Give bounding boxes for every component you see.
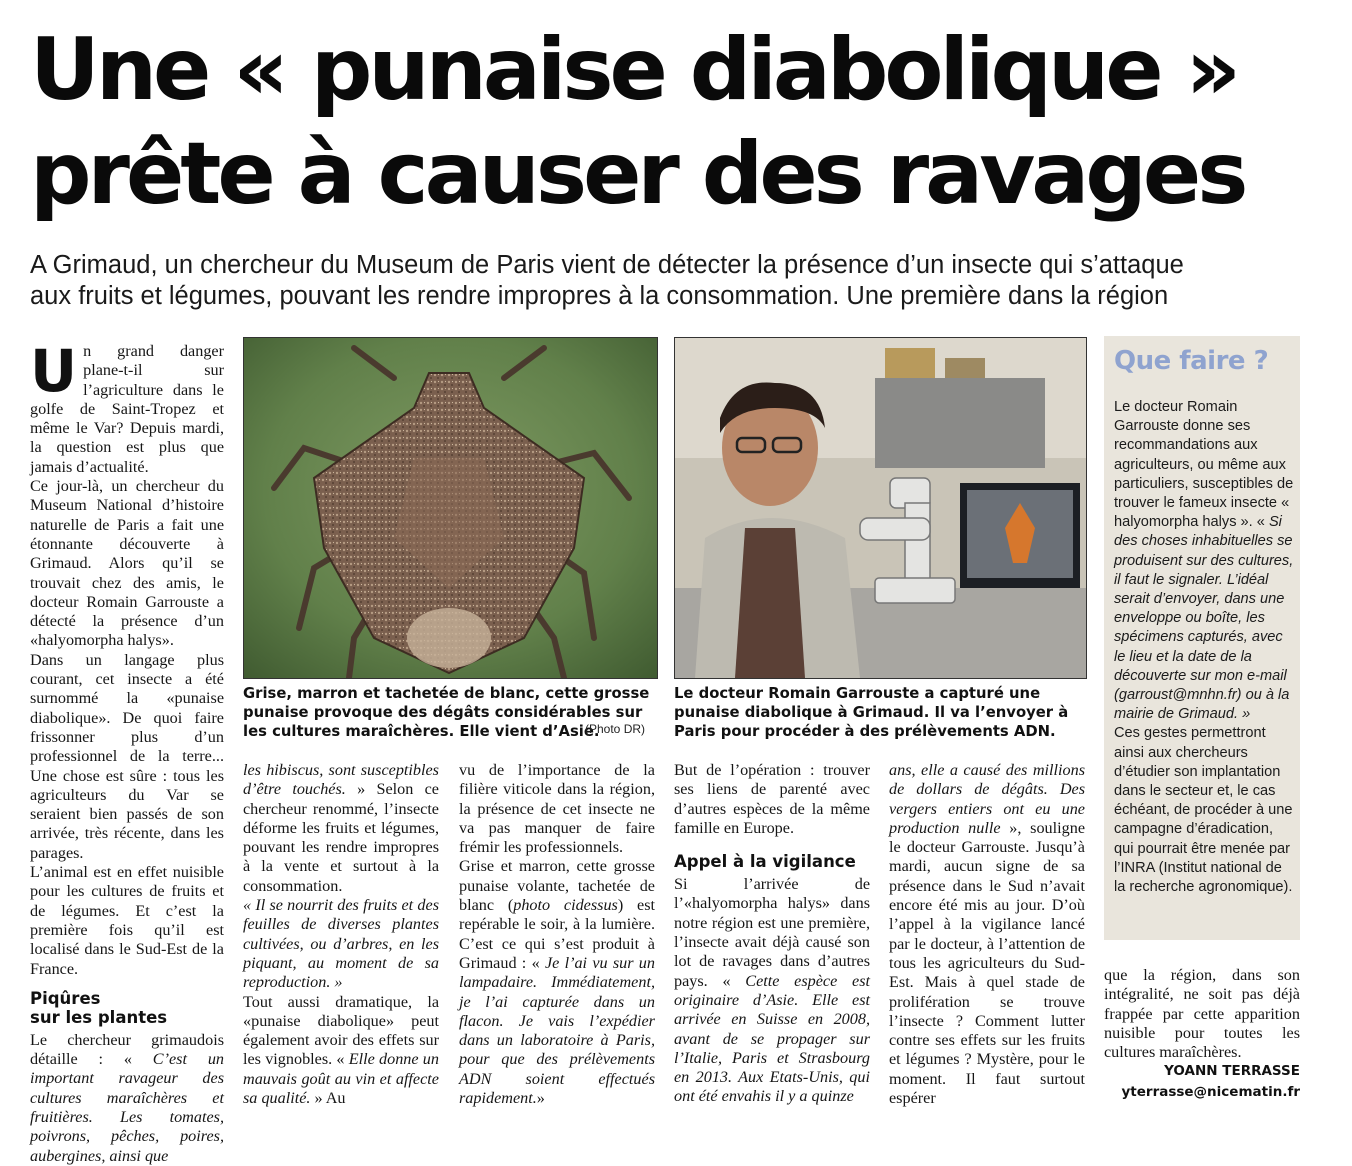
quote: ans, elle a causé des millions de dollars de dégâts. Des vergers entiers ont eu une production nulle: [889, 761, 1085, 837]
subhead-piqures: [30, 989, 224, 1027]
article-column-4: [674, 761, 870, 1107]
text: »: [536, 1089, 545, 1108]
paragraph: [243, 761, 439, 896]
sidebar-paragraph: [1114, 398, 1294, 724]
researcher-photo-caption: Le docteur Romain Garrouste a capturé une punaise diabolique à Grimaud. Il va l’envoyer à Paris pour procéder à des prélèvements ADN.: [674, 685, 1069, 740]
quote: C’est un important ravageur des cultures maraîchères et fruitières. Les tomates, poivrons, pêches, poires, aubergines, ainsi que: [30, 1050, 225, 1165]
subhead-line: sur les plantes: [30, 1007, 168, 1027]
article-column-1: [30, 337, 225, 1166]
subhead-vigilance: Appel à la vigilance: [674, 852, 856, 872]
photo-credit: (Photo DR): [585, 722, 646, 736]
paragraph-intro: [30, 337, 224, 477]
article-column-6: [1104, 966, 1300, 1062]
paragraph: [30, 1031, 224, 1166]
intro-text: n grand danger plane-t-il sur l’agriculture dans le golfe de Saint-Tropez et même le Var? Depuis mardi, la question est plus que jamais d’actualité.: [30, 342, 224, 476]
article-column-3: [459, 761, 655, 1108]
article-column-5: [889, 761, 1085, 1108]
sidebar-body: [1114, 398, 1294, 897]
author-name: YOANN TERRASSE: [1164, 1063, 1300, 1079]
author-email: yterrasse@nicematin.fr: [1121, 1084, 1300, 1100]
sidebar-paragraph: Ces gestes permettront ainsi aux chercheurs d’étudier son implantation dans le secteur et, le cas échéant, de procéder à une campagne d’éradication, qui pourrait être menée par l’INRA (Institut national de la recherche agronomique).: [1114, 725, 1293, 896]
paragraph: Dans un langage plus courant, cet insecte a été surnommé la «punaise diabolique». De quoi faire frissonner plus d’un professionnel de la terre... Une chose est sûre : tous les agriculteurs du Var se seraient bien passés de son arrivée, très récente, dans les parages.: [30, 650, 224, 862]
text: Si l’arrivée de l’«halyomorpha halys» dans notre région est une première, l’insecte avait déjà causé son lot de ravages dans d’autres pays. «: [674, 875, 870, 990]
text: » Selon ce chercheur renommé, l’insecte déforme les fruits et légumes, pouvant les rendre impropres à la vente et surtout à la consommation.: [243, 780, 439, 895]
bug-photo: [243, 337, 658, 679]
text: Grise et marron, cette grosse punaise volante, tachetée de blanc (: [459, 857, 655, 915]
quote-paragraph: « Il se nourrit des fruits et des feuilles de diverses plantes cultivées, ou d’arbres, en les piquant, au moment de sa reproduction. »: [243, 896, 439, 992]
text: Tout aussi dramatique, la «punaise diabolique» peut également avoir des effets sur les vignobles. «: [243, 992, 439, 1069]
sidebar-que-faire: [1104, 336, 1300, 940]
stink-bug-image: [244, 338, 657, 678]
text: Le docteur Romain Garrouste donne ses recommandations aux agriculteurs, ou même aux particuliers, susceptibles de trouver le fameux insecte « halyomorpha halys ». «: [1114, 399, 1294, 531]
deck-line-2: aux fruits et légumes, pouvant les rendre impropres à la consommation. Une première dans la région: [30, 282, 1169, 310]
text: », souligne le docteur Garrouste. Jusqu’à mardi, aucun signe de sa présence dans le Sud n’avait encore été mis au jour. D’où l’appel à la vigilance lancé par le docteur, à l’attention de tous les agriculteurs du Sud-Est. Mais à quel stade de prolifération se trouve l’insecte ? Comment lutter contre ses effets sur les fruits et légumes ? Mystère, pour le moment. Il faut surtout espérer: [889, 818, 1085, 1108]
quote: les hibiscus, sont susceptibles d’être touchés.: [243, 761, 439, 799]
quote: Je l’ai vu sur un lampadaire. Immédiatement, je l’ai capturée dans un flacon. Je vais l’expédier dans un laboratoire à Paris, pour que des prélèvements ADN soient effectués rapidement.: [459, 953, 655, 1108]
researcher-with-microscope-image: [675, 338, 1086, 678]
subhead-line: Piqûres: [30, 988, 101, 1008]
researcher-photo: [674, 337, 1087, 679]
paragraph: [459, 857, 655, 1108]
bug-photo-caption: Grise, marron et tachetée de blanc, cette grosse punaise provoque des dégâts considérables sur les cultures maraîchères. Elle vient d’Asie.: [243, 685, 650, 740]
quote: Si des choses inhabituelles se produisent sur des cultures, il faut le signaler. L’idéal serait d’envoyer, dans une enveloppe ou boîte, les spécimens capturés, avec le lieu et la date de la découverte sur mon e-mail (garroust@mnhn.fr) ou à la mairie de Grimaud. »: [1114, 514, 1294, 723]
paragraph: vu de l’importance de la filière viticole dans la région, la présence de cet insecte ne va pas manquer de faire frémir les professionnels.: [459, 761, 655, 857]
article-column-2: [243, 761, 439, 1108]
deck: [30, 250, 1330, 312]
deck-line-1: A Grimaud, un chercheur du Museum de Paris vient de détecter la présence d’un insecte qui s’attaque: [30, 251, 1184, 279]
paragraph: But de l’opération : trouver ses liens de parenté avec d’autres espèces de la même famille en Europe.: [674, 761, 870, 837]
paragraph: que la région, dans son intégralité, ne soit pas déjà frappée par cette apparition nuisible pour toutes les cultures maraîchères.: [1104, 966, 1300, 1062]
quote: Elle donne un mauvais goût au vin et affecte sa qualité.: [243, 1050, 439, 1108]
drop-cap: U: [30, 337, 78, 405]
text: ) est repérable le soir, à la lumière. C’est ce qui s’est produit à Grimaud : «: [459, 896, 655, 972]
quote: Cette espèce est originaire d’Asie. Elle est arrivée en Suisse en 2008, avant de se propager sur l’Italie, Paris et Strasbourg en 2013. Aux Etats-Unis, qui ont été envahis il y a quinze: [674, 971, 870, 1106]
text: Le chercheur grimaudois détaille : «: [30, 1030, 224, 1069]
paragraph: Ce jour-là, un chercheur du Museum National d’histoire naturelle de Paris a fait une étonnante découverte à Grimaud. Alors qu’il se trouvait chez des amis, le docteur Romain Garrouste a détecté la présence d’un «halyomorpha halys».: [30, 477, 224, 650]
headline: [30, 18, 1330, 226]
text: » Au: [310, 1089, 346, 1108]
headline-line-2: prête à causer des ravages: [30, 124, 1245, 224]
paragraph: [243, 993, 439, 1109]
photo-reference: photo cidessus: [513, 896, 618, 915]
sidebar-title: Que faire ?: [1114, 346, 1269, 376]
paragraph: [674, 875, 870, 1107]
paragraph: L’animal est en effet nuisible pour les cultures de fruits et de légumes. Et c’est la première fois qu’il est localisé dans le Sud-Est de la France.: [30, 863, 224, 978]
paragraph: [889, 761, 1085, 1108]
headline-line-1: Une « punaise diabolique »: [30, 20, 1238, 120]
